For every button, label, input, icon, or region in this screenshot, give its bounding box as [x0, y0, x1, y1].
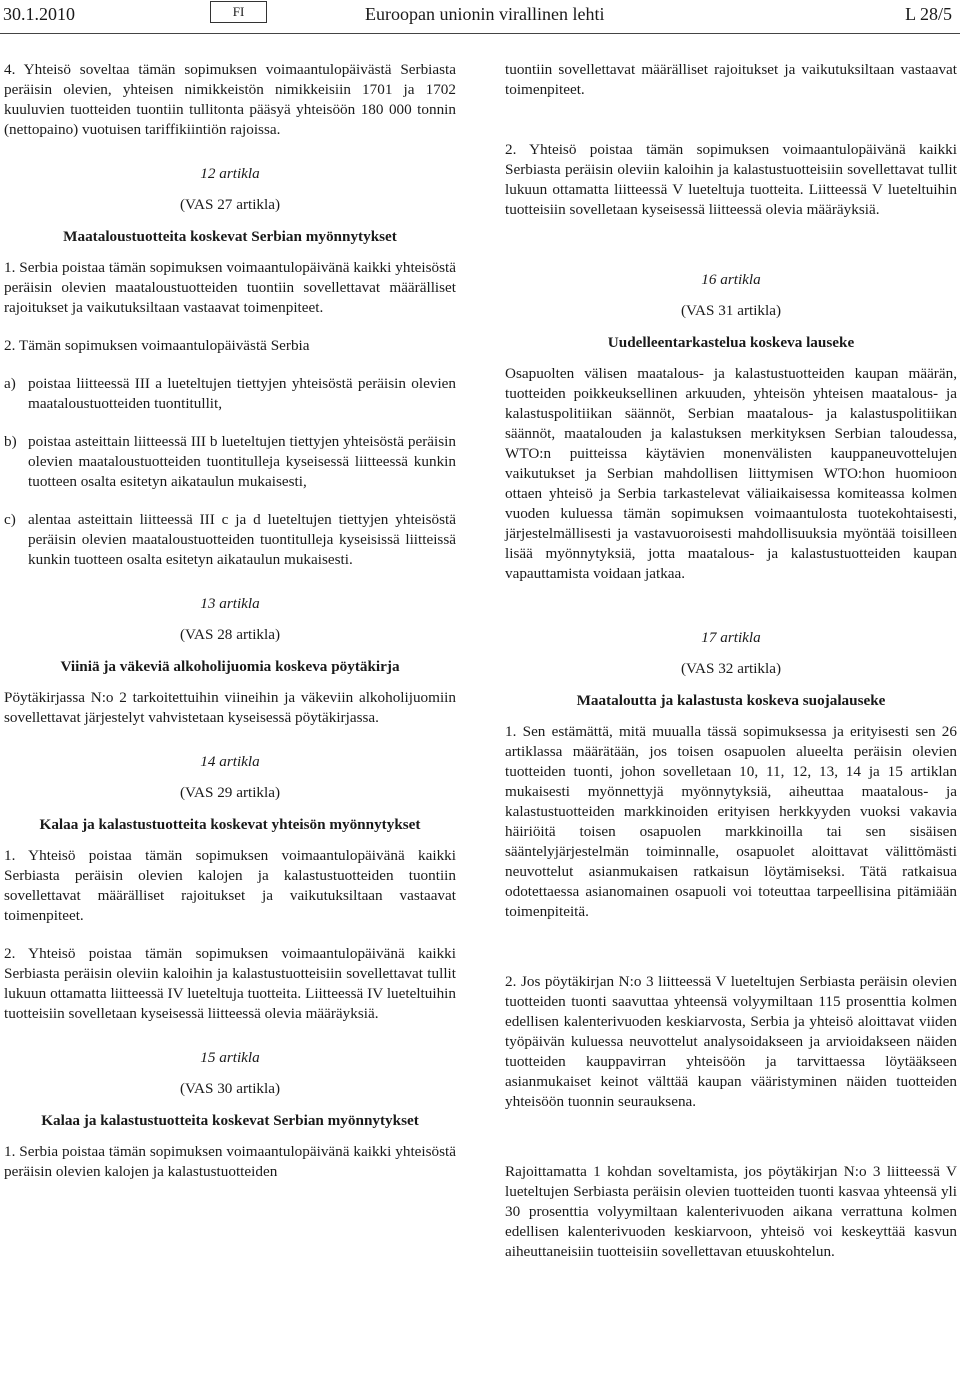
list-item — [4, 374, 456, 414]
paragraph: 1. Serbia poistaa tämän sopimuksen voimaantulopäivänä kaikki yhteisöstä peräisin olevien maataloustuotteiden tuontiin sovellettavat määrälliset rajoitukset ja vaikutuksiltaan vastaavat toimenpiteet. — [4, 259, 456, 316]
article-title: Viiniä ja väkeviä alkoholijuomia koskeva pöytäkirja — [60, 658, 400, 675]
list-text: poistaa liitteessä III a lueteltujen tiettyjen yhteisöstä peräisin olevien maataloustuotteiden tuontitullit, — [28, 375, 456, 412]
article-number: 12 artikla — [200, 165, 260, 182]
article-reference: (VAS 30 artikla) — [179, 1080, 281, 1097]
article-number: 15 artikla — [200, 1049, 260, 1066]
paragraph: 2. Yhteisö poistaa tämän sopimuksen voimaantulopäivänä kaikki Serbiasta peräisin oleviin kaloihin ja kalastustuotteisiin sovellettavat tullit lukuun ottamatta liitteessä V lueteltuja tuotteita. Liitteessä V lueteltuihin tuotteisiin sovelletaan kyseisessä liitteessä olevia määräyksiä. — [505, 141, 957, 218]
paragraph: Pöytäkirjassa N:o 2 tarkoitettuihin viineihin ja väkeviin alkoholijuomiin sovellettavat järjestelyt vahvistetaan kyseisessä pöytäkirjassa. — [4, 689, 456, 726]
article-title: Kalaa ja kalastustuotteita koskevat yhteisön myönnytykset — [39, 816, 421, 833]
paragraph: Osapuolten välisen maatalous- ja kalastustuotteiden kaupan määrän, tuotteiden poikkeuksellinen arkuuden, yhteisön yhteisen maatalous- ja kalastuspolitiikan säännöt, Serbian maatalous- ja kalastuspolitiikan säännöt, maatalouden ja kalastuksen merkityksen Serbian taloudessa, WTO:n puitteissa käytävien monenvälisten kauppaneuvottelujen vaikutukset ja Serbian mahdollisen liittymisen WTO:hon huomioon ottaen yhteisö ja Serbia tarkastelevat väliaikaisessa komiteassa kolmen vuoden kuluessa tämän sopimuksen voimaantulosta tuotekohtaisesti, järjestelmällisesti ja vastavuoroisesti mahdollisuuksia myöntää toisilleen lisää myönnytyksiä, jotta maatalous- ja kalastustuotteiden kaupan vapauttamista voidaan jatkaa. — [505, 365, 957, 582]
publication-date: 30.1.2010 — [3, 4, 75, 24]
list-label: b) — [4, 433, 17, 450]
list-label: c) — [4, 511, 16, 528]
article-reference: (VAS 29 artikla) — [179, 784, 281, 801]
paragraph: 4. Yhteisö soveltaa tämän sopimuksen voimaantulopäivästä Serbiasta peräisin olevien, yhteisen nimikkeistön nimikkeisiin 1701 ja 1702 kuuluvien tuotteiden tuontiin tullitonta pääsyä yhteisöön 180 000 tonnin (nettopaino) vuotuisen tariffikiintiön rajoissa. — [4, 61, 456, 138]
article-title: Kalaa ja kalastustuotteita koskevat Serbian myönnytykset — [41, 1112, 419, 1129]
paragraph: tuontiin sovellettavat määrälliset rajoitukset ja vaikutuksiltaan vastaavat toimenpiteet. — [505, 61, 957, 98]
article-number: 14 artikla — [200, 753, 260, 770]
right-column — [505, 60, 957, 1262]
list-text: alentaa asteittain liitteessä III c ja d lueteltujen tiettyjen yhteisöstä peräisin olevien maataloustuotteiden tuontitulleja kyseisissä liitteissä kunkin tuotteen osalta esitetyn aikataulun mukaisesti. — [28, 511, 456, 568]
article-number: 17 artikla — [701, 629, 761, 646]
list-item — [4, 432, 456, 492]
article-title: Maataloustuotteita koskevat Serbian myönnytykset — [63, 228, 397, 245]
paragraph: 2. Tämän sopimuksen voimaantulopäivästä Serbia — [4, 337, 310, 354]
article-number: 13 artikla — [200, 595, 260, 612]
article-reference: (VAS 28 artikla) — [179, 626, 281, 643]
article-title: Uudelleentarkastelua koskeva lauseke — [607, 334, 855, 351]
article-number: 16 artikla — [701, 271, 761, 288]
language-code: FI — [210, 1, 267, 23]
page-reference: L 28/5 — [905, 4, 952, 24]
paragraph: Rajoittamatta 1 kohdan soveltamista, jos pöytäkirjan N:o 3 liitteessä V lueteltujen Serbiasta peräisin olevien tuotteiden tuonti kasvaa yhteensä yli 30 prosenttia volyymiltaan kalenterivuoden aikana verrattuna kolmen edellisen kalenterivuoden keskiarvoon, yhteisö voi keskeyttää kasvun aiheuttaneisiin tuotteisiin sovellettavan etuuskohtelun. — [505, 1163, 957, 1260]
article-title: Maataloutta ja kalastusta koskeva suojalauseke — [576, 692, 886, 709]
list-item — [4, 510, 456, 570]
paragraph: 1. Serbia poistaa tämän sopimuksen voimaantulopäivänä kaikki yhteisöstä peräisin olevien kalojen ja kalastustuotteiden — [4, 1143, 456, 1180]
left-column — [4, 60, 456, 1182]
paragraph: 1. Sen estämättä, mitä muualla tässä sopimuksessa ja erityisesti sen 26 artiklassa määrätään, jos toisen osapuolen alueelta peräisin olevien tuotteiden tuonti, johon sovelletaan 10, 11, 12, 13, 14 ja 15 artiklan mukaisesti myönnettyjä myönnytyksiä, aiheuttaa maatalous- ja kalastustuotteiden markkinoiden erityisen herkkyyden vuoksi vakavia häiriöitä toisen osapuolen markkinoilla tai sen sisäisen sääntelyjärjestelmän toiminnalle, osapuolet aloittavat välittömästi neuvottelut asianmukaisen ratkaisun löytämiseksi. Tätä ratkaisua odotettaessa asianomainen osapuoli voi toteuttaa tarpeellisina pitämiään toimenpiteitä. — [505, 723, 957, 920]
paragraph: 1. Yhteisö poistaa tämän sopimuksen voimaantulopäivänä kaikki Serbiasta peräisin olevien kalojen ja kalastustuotteiden tuontiin sovellettavat määrälliset rajoitukset ja vaikutuksiltaan vastaavat toimenpiteet. — [4, 847, 456, 924]
article-reference: (VAS 32 artikla) — [680, 660, 782, 677]
journal-title: Euroopan unionin virallinen lehti — [365, 4, 605, 24]
paragraph: 2. Jos pöytäkirjan N:o 3 liitteessä V lueteltujen Serbiasta peräisin olevien tuotteiden tuonti saavuttaa yhteensä volyymiltaan 115 prosenttia kolmen edellisen kalenterivuoden keskiarvosta, Serbia ja yhteisö aloittavat viiden työpäivän kuluessa neuvottelut analysoidakseen ja arvioidakseen näiden tuotteiden kauppavirran yhteisöön ja tarvittaessa löytääkseen asianmukaiset keinot välttää kaupan vääristyminen näiden tuotteiden yhteisöön tuonnin seurauksena. — [505, 973, 957, 1110]
page-header — [0, 0, 960, 34]
paragraph: 2. Yhteisö poistaa tämän sopimuksen voimaantulopäivänä kaikki Serbiasta peräisin oleviin kaloihin ja kalastustuotteisiin sovellettavat tullit lukuun ottamatta liitteessä IV lueteltuja tuotteita. Liitteessä IV lueteltuihin tuotteisiin sovelletaan kyseisessä liitteessä olevia määräyksiä. — [4, 945, 456, 1022]
list-text: poistaa asteittain liitteessä III b lueteltujen tiettyjen yhteisöstä peräisin olevien maataloustuotteiden tuontitulleja kyseisessä liitteessä kunkin tuotteen osalta esitetyn aikataulun mukaisesti, — [28, 433, 456, 490]
article-reference: (VAS 27 artikla) — [179, 196, 281, 213]
article-reference: (VAS 31 artikla) — [680, 302, 782, 319]
list-label: a) — [4, 375, 16, 392]
header-rule — [0, 33, 960, 34]
